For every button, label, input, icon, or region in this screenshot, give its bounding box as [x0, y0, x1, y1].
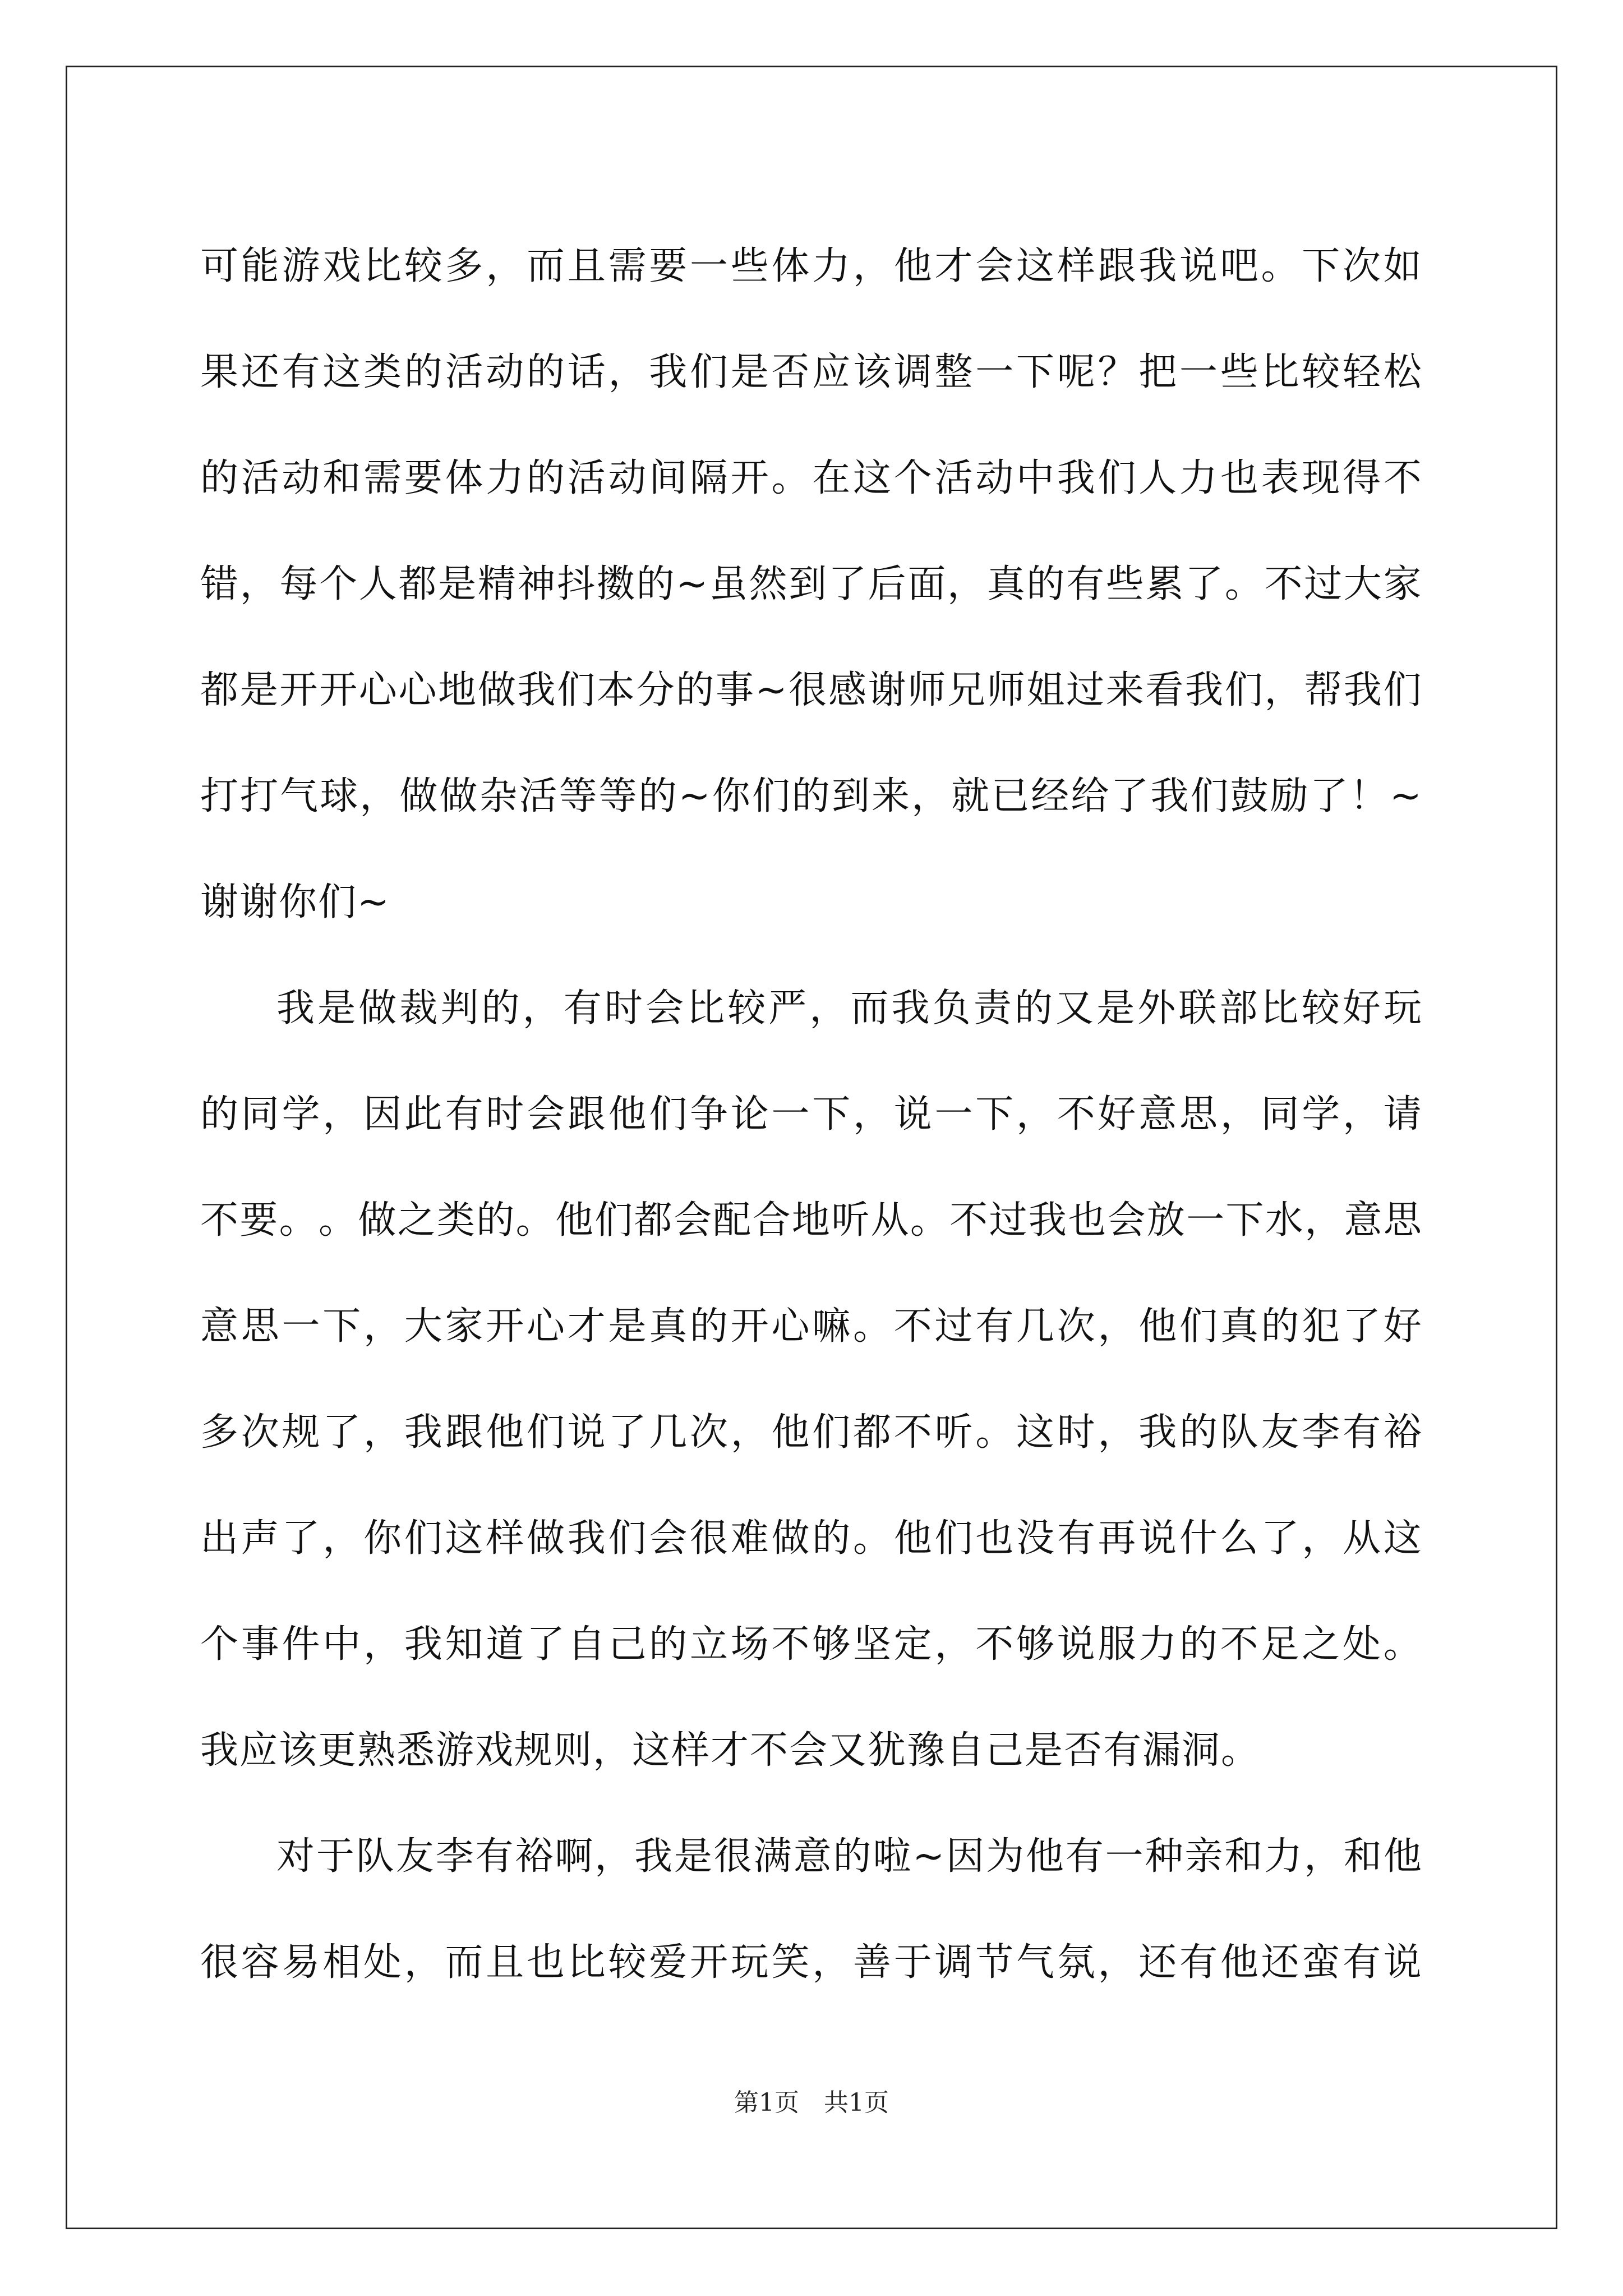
text-line: 我应该更熟悉游戏规则，这样才不会又犹豫自己是否有漏洞。 [200, 1728, 1261, 1773]
page-number-footer: 第1页 共1页 [734, 2088, 889, 2117]
text-line: 都 是 开 开 心 心 地 做 我 们 本 分 的 事 ~ 很 感 谢 师 兄 师 姐 过 来 看 我 们 ， 帮 我 们 [200, 668, 1423, 712]
text-line: 不 要 。 。 做 之 类 的 。 他 们 都 会 配 合 地 听 从 。 不 过 我 也 会 放 一 下 水 ， 意 思 [200, 1198, 1423, 1243]
text-line: 出 声 了 ， 你 们 这 样 做 我 们 会 很 难 做 的 。 他 们 也 没 有 再 说 什 么 了 ， 从 这 [200, 1516, 1423, 1561]
text-line: 我 是 做 裁 判 的 ， 有 时 会 比 较 严 ， 而 我 负 责 的 又 是 外 联 部 比 较 好 玩 [276, 986, 1423, 1030]
text-line: 错 ， 每 个 人 都 是 精 神 抖 擞 的 ~ 虽 然 到 了 后 面 ， 真 的 有 些 累 了 。 不 过 大 家 [200, 562, 1423, 606]
text-line: 个 事 件 中 ， 我 知 道 了 自 己 的 立 场 不 够 坚 定 ， 不 够 说 服 力 的 不 足 之 处 。 [200, 1622, 1423, 1667]
text-line: 对 于 队 友 李 有 裕 啊 ， 我 是 很 满 意 的 啦 ~ 因 为 他 有 一 种 亲 和 力 ， 和 他 [276, 1834, 1423, 1879]
document-body [200, 213, 1423, 2016]
text-line: 打 打 气 球 ， 做 做 杂 活 等 等 的 ~ 你 们 的 到 来 ， 就 已 经 给 了 我 们 鼓 励 了 ！ ~ [200, 774, 1423, 818]
text-line: 意 思 一 下 ， 大 家 开 心 才 是 真 的 开 心 嘛 。 不 过 有 几 次 ， 他 们 真 的 犯 了 好 [200, 1304, 1423, 1349]
text-line: 多 次 规 了 ， 我 跟 他 们 说 了 几 次 ， 他 们 都 不 听 。 这 时 ， 我 的 队 友 李 有 裕 [200, 1410, 1423, 1455]
text-line: 的 同 学 ， 因 此 有 时 会 跟 他 们 争 论 一 下 ， 说 一 下 ， 不 好 意 思 ， 同 学 ， 请 [200, 1092, 1423, 1137]
text-line: 可 能 游 戏 比 较 多 ， 而 且 需 要 一 些 体 力 ， 他 才 会 这 样 跟 我 说 吧 。 下 次 如 [200, 243, 1423, 288]
text-line: 很 容 易 相 处 ， 而 且 也 比 较 爱 开 玩 笑 ， 善 于 调 节 气 氛 ， 还 有 他 还 蛮 有 说 [200, 1940, 1423, 1985]
text-line: 谢谢你们~ [200, 880, 390, 924]
text-line: 的 活 动 和 需 要 体 力 的 活 动 间 隔 开 。 在 这 个 活 动 中 我 们 人 力 也 表 现 得 不 [200, 455, 1423, 500]
text-line: 果 还 有 这 类 的 活 动 的 话 ， 我 们 是 否 应 该 调 整 一 下 呢 ？ 把 一 些 比 较 轻 松 [200, 349, 1423, 394]
